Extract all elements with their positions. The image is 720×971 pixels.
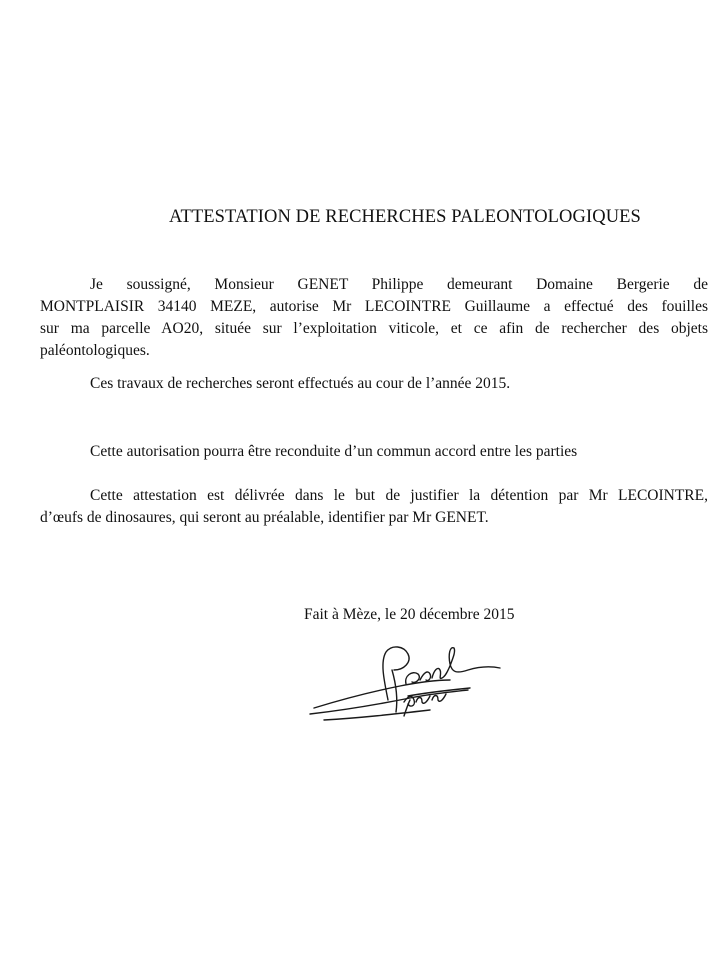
document-title: ATTESTATION DE RECHERCHES PALEONTOLOGIQUES: [169, 207, 641, 227]
paragraph-line: Cette autorisation pourra être reconduite d’un commun accord entre les parties: [90, 443, 578, 460]
paragraph-line: d’œufs de dinosaures, qui seront au préalable, identifier par Mr GENET.: [40, 509, 489, 526]
paragraph-line: Je soussigné, Monsieur GENET Philippe demeurant Domaine Bergerie de: [90, 276, 708, 293]
paragraph-line: sur ma parcelle AO20, située sur l’exploitation viticole, et ce afin de rechercher des objets: [40, 320, 708, 337]
paragraph-authorization: [40, 274, 708, 362]
paragraph-renewal: [40, 441, 708, 463]
paragraph-line: paléontologiques.: [40, 342, 150, 359]
handwritten-signature: [300, 640, 520, 740]
date-line: Fait à Mèze, le 20 décembre 2015: [304, 606, 515, 623]
paragraph-works: [40, 373, 708, 395]
paragraph-line: Ces travaux de recherches seront effectués au cour de l’année 2015.: [90, 375, 511, 392]
paragraph-line: Cette attestation est délivrée dans le but de justifier la détention par Mr LECOINTRE,: [90, 487, 708, 504]
paragraph-line: MONTPLAISIR 34140 MEZE, autorise Mr LECOINTRE Guillaume a effectué des fouilles: [40, 298, 708, 315]
paragraph-purpose: [40, 485, 708, 529]
